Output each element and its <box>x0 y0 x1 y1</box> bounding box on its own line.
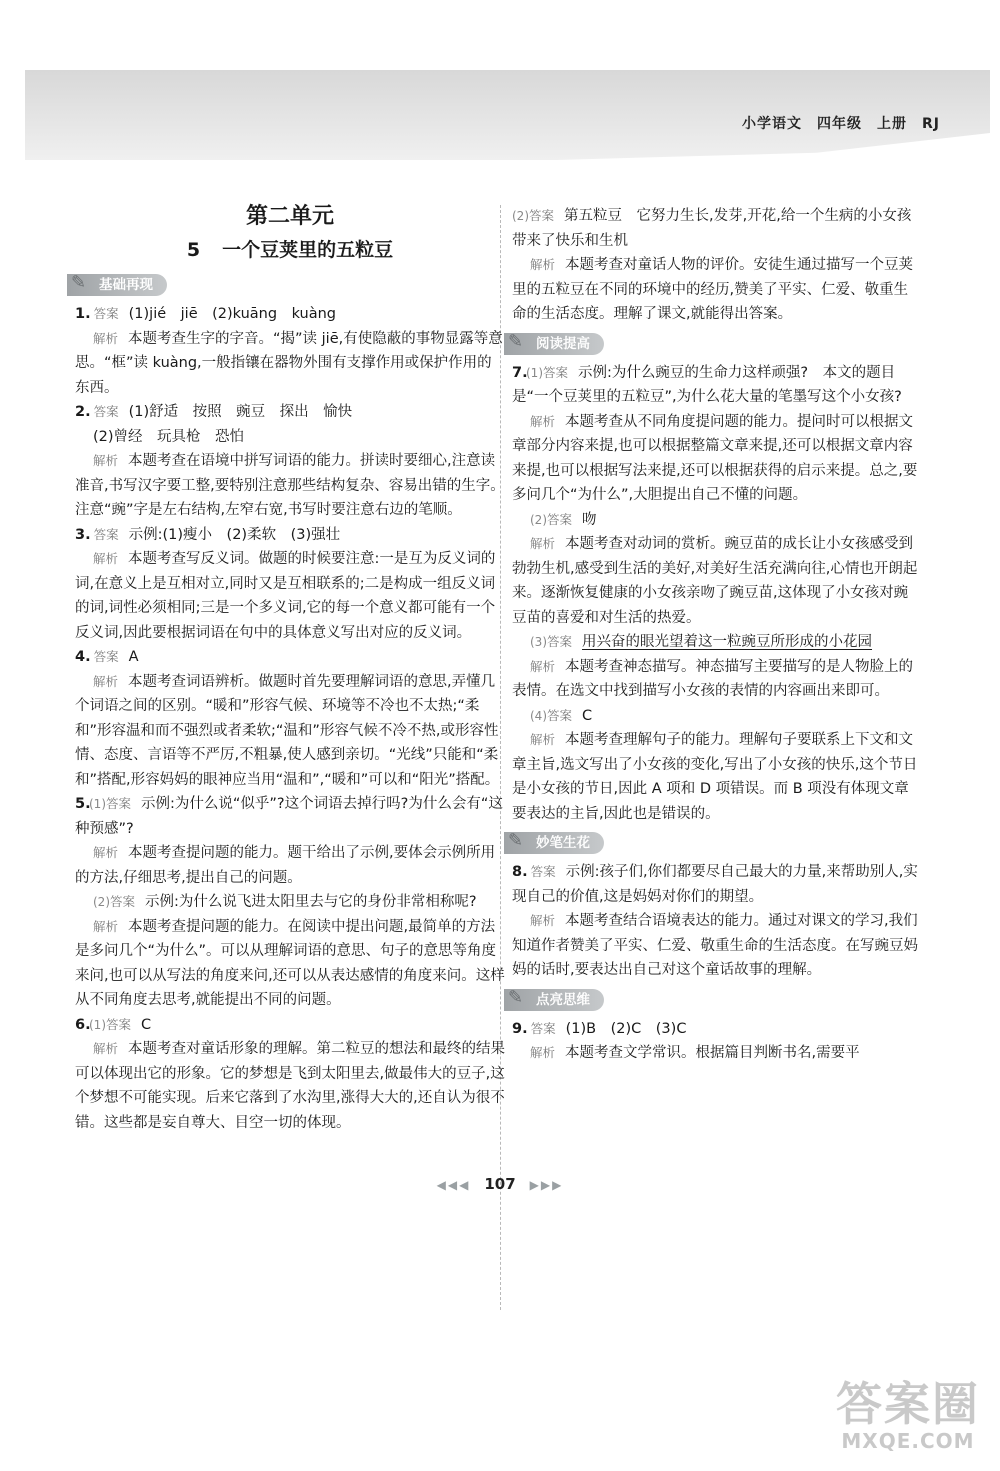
left-column <box>71 200 506 1135</box>
analysis-3: 解析 本题考查写反义词。做题的时候要注意:一是互为反义词的词,在意义上是互相对立,同时又是互相联系的;二是构成一组反义词的词,词性必须相同;三是一个多义词,它的每一个意义都可能有一个反义词,因此要根据词语在句中的具体意义写出对应的反义词。 <box>75 551 496 641</box>
page-number: ◀◀◀ 107 ▶▶▶ <box>436 1175 564 1193</box>
analysis-5-1: 解析 本题考查提问题的能力。题干给出了示例,要体会示例所用的方法,仔细思考,提出自己的问题。 <box>75 845 496 886</box>
question-7-1: 7.(1)答案 示例:为什么豌豆的生命力这样顽强? 本文的题目是“一个豆荚里的五粒豆”,为什么花大量的笔墨写这个小女孩? <box>512 364 902 405</box>
question-5-1: 5.(1)答案 示例:为什么说“似乎”?这个词语去掉行吗?为什么会有“这种预感”? <box>75 796 503 837</box>
section-writing: ✎ 妙笔生花 <box>504 832 604 854</box>
question-2: 2. 答案 (1)舒适 按照 豌豆 探出 愉快 <box>75 404 353 420</box>
right-column <box>508 204 922 1066</box>
unit-title: 第二单元 <box>245 204 334 229</box>
question-7-4: (4)答案 C <box>530 707 593 724</box>
section-reading: ✎ 阅读提高 <box>504 333 604 355</box>
section-basic: ✎ 基础再现 <box>67 274 167 296</box>
question-3: 3. 答案 示例:(1)瘦小 (2)柔软 (3)强壮 <box>75 526 341 543</box>
question-9: 9. 答案 (1)B (2)C (3)C <box>512 1020 687 1037</box>
next-arrows-icon: ▶▶▶ <box>529 1178 564 1192</box>
analysis-1: 解析 本题考查生字的字音。“揭”读 jiē,有使隐蔽的事物显露等意思。“框”读 kuàng,一般指镶在器物外围有支撑作用或保护作用的东西。 <box>75 330 503 396</box>
pen-icon: ✎ <box>508 330 524 352</box>
pen-icon: ✎ <box>508 830 524 851</box>
question-5-2: (2)答案 示例:为什么说飞进太阳里去与它的身份非常相称呢? <box>93 894 477 910</box>
analysis-7-4: 解析 本题考查理解句子的能力。理解句子要联系上下文和文章主旨,选文写出了小女孩的变化,写出了小女孩的快乐,这个节日是小女孩的节日,因此 A 项和 D 项错误。而 B 项没有体现文章要表达的主旨,因此也是错误的。 <box>512 732 918 822</box>
analysis-7-3: 解析 本题考查神态描写。神态描写主要描写的是人物脸上的表情。在选文中找到描写小女孩的表情的内容画出来即可。 <box>512 658 914 699</box>
analysis-5-2: 解析 本题考查提问题的能力。在阅读中提出问题,最简单的方法是多问几个“为什么”。可以从理解词语的意思、句子的意思等角度来问,也可以从写法的角度来问,还可以从表达感情的角度来问。这样从不同角度去思考,就能提出不同的问题。 <box>75 918 505 1008</box>
analysis-7-2: 解析 本题考查对动词的赏析。豌豆苗的成长让小女孩感受到勃勃生机,感受到生活的美好,对美好生活充满向往,心情也开朗起来。逐渐恢复健康的小女孩亲吻了豌豆苗,这体现了小女孩对豌豆苗的喜爱和对生活的热爱。 <box>512 536 918 626</box>
lesson-number: 5 <box>186 239 201 261</box>
book-info: 小学语文 四年级 上册 RJ <box>742 116 940 132</box>
analysis-7-1: 解析 本题考查从不同角度提问题的能力。提问时可以根据文章部分内容来提,也可以根据整篇文章来提,还可以根据文章内容来提,也可以根据写法来提,还可以根据获得的启示来提。总之,要多问几个“为什么”,大胆提出自己不懂的问题。 <box>512 413 918 503</box>
lesson-title <box>75 234 505 266</box>
watermark <box>836 1379 980 1453</box>
analysis-9: 解析 本题考查文学常识。根据篇目判断书名,需要平 <box>530 1045 860 1061</box>
analysis-4: 解析 本题考查词语辨析。做题时首先要理解词语的意思,弄懂几个词语之间的区别。“暖和”形容气候、环境等不冷也不太热;“柔和”形容温和而不强烈或者柔软;“温和”形容气候不冷不热,或形容性情、态度、言语等不严厉,不粗暴,使人感到亲切。“光线”只能和“柔和”搭配,形容妈妈的眼神应当用“温和”,“暖和”可以和“阳光”搭配。 <box>75 673 500 788</box>
question-4: 4. 答案 A <box>75 649 139 665</box>
analysis-6-2: 解析 本题考查对童话人物的评价。安徒生通过描写一个豆荚里的五粒豆在不同的环境中的经历,赞美了平实、仁爱、敬重生命的生活态度。理解了课文,就能得出答案。 <box>512 257 914 322</box>
analysis-8: 解析 本题考查结合语境表达的能力。通过对课文的学习,我们知道作者赞美了平实、仁爱、敬重生命的生活态度。在写豌豆妈妈的话时,要表达出自己对这个童话故事的理解。 <box>512 913 918 978</box>
lesson-name: 一个豆荚里的五粒豆 <box>222 239 394 261</box>
answer-2b: (2)曾经 玩具枪 恐怕 <box>93 428 245 445</box>
watermark-logo: 答案圈 <box>836 1377 980 1431</box>
watermark-url: MXQE.COM <box>841 1429 975 1453</box>
question-1: 1. 答案 (1)jié jiē (2)kuāng kuàng <box>75 306 337 322</box>
pen-icon: ✎ <box>508 986 524 1008</box>
question-7-2: (2)答案 吻 <box>530 511 597 528</box>
question-7-3: (3)答案 用兴奋的眼光望着这一粒豌豆所形成的小花园 <box>530 634 873 650</box>
section-thinking: ✎ 点亮思维 <box>504 989 604 1011</box>
question-8: 8. 答案 示例:孩子们,你们都要尽自己最大的力量,来帮助别人,实现自己的价值,这是妈妈对你们的期望。 <box>512 864 918 905</box>
analysis-6-1: 解析 本题考查对童话形象的理解。第二粒豆的想法和最终的结果可以体现出它的形象。它的梦想是飞到太阳里去,做最伟大的豆子,这个梦想不可能实现。后来它落到了水沟里,涨得大大的,还自认为很不错。这些都是妄自尊大、目空一切的体现。 <box>75 1041 506 1131</box>
question-6-1: 6.(1)答案 C <box>75 1016 152 1033</box>
analysis-2: 解析 本题考查在语境中拼写词语的能力。拼读时要细心,注意读准音,书写汉字要工整,要特别注意那些结构复杂、容易出错的生字。注意“豌”字是左右结构,左窄右宽,书写时要注意右边的笔顺。 <box>75 453 505 518</box>
pen-icon: ✎ <box>71 272 87 293</box>
prev-arrows-icon: ◀◀◀ <box>436 1178 471 1192</box>
question-6-2: (2)答案 第五粒豆 它努力生长,发芽,开花,给一个生病的小女孩带来了快乐和生机 <box>512 208 912 249</box>
